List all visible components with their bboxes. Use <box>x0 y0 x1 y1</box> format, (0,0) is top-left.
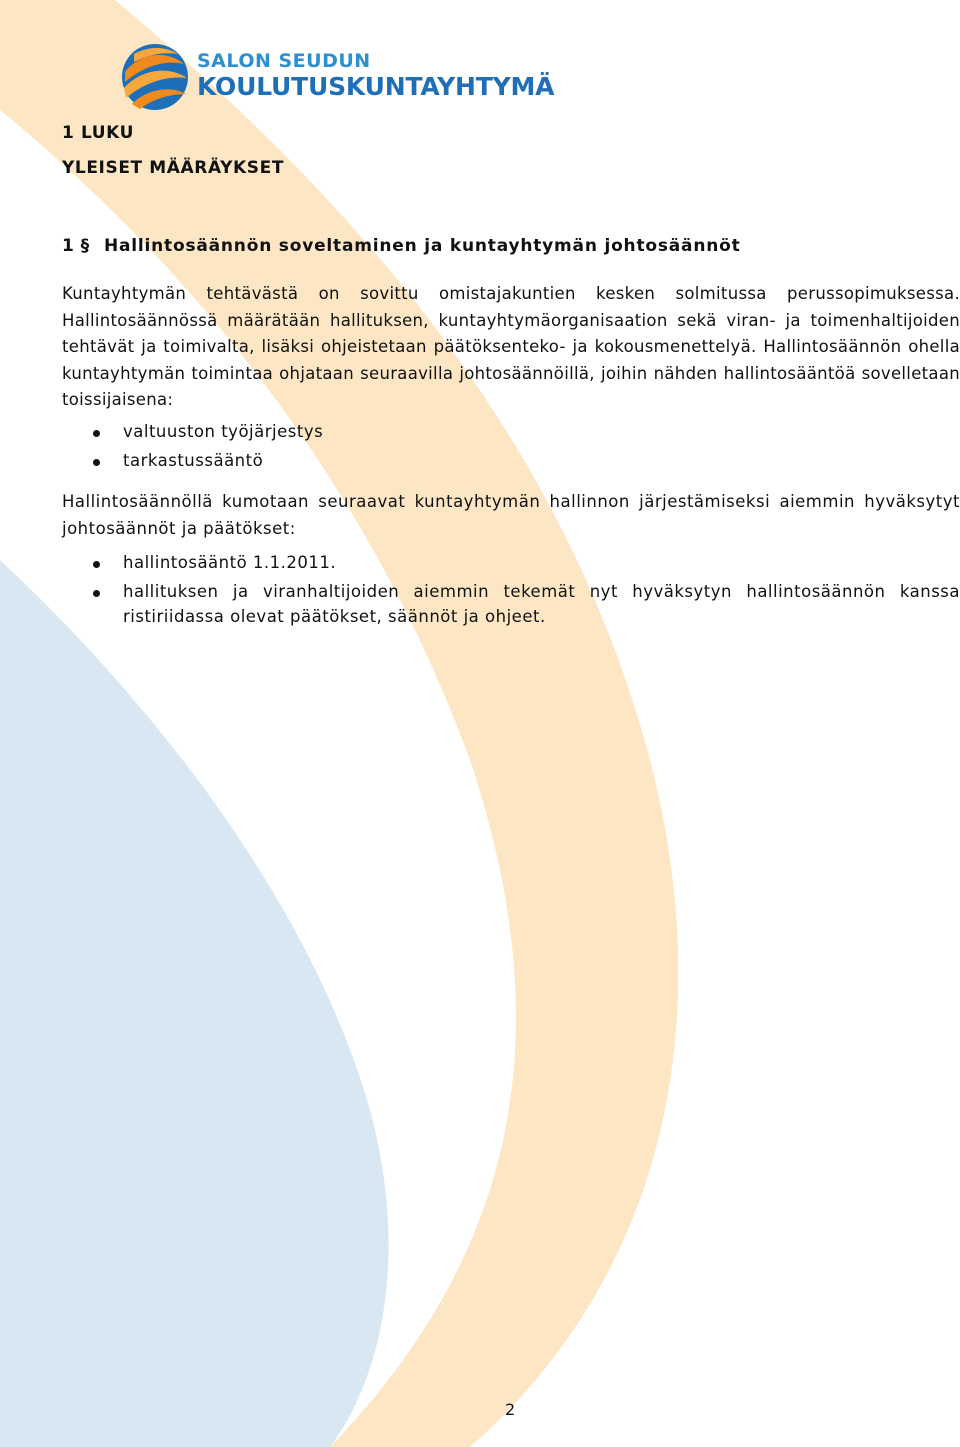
intro-paragraph: Kuntayhtymän tehtävästä on sovittu omistajakuntien kesken solmitussa perussopimuksessa. Hallintosäännössä määrätään hallituksen, kuntayhtymäorganisaation sekä viran- ja toimenhaltijoiden tehtävät ja toimivalta, lisäksi ohjeistetaan päätöksenteko- ja kokousmenettelyä. Hallintosäännön ohella kuntayhtymän toimintaa ohjataan seuraavilla johtosäännöillä, joihin nähden hallintosääntöä sovelletaan toissijaisena: <box>62 284 960 409</box>
list-item <box>62 420 960 445</box>
page-number: 2 <box>505 1400 516 1419</box>
bullet-icon <box>93 561 100 568</box>
bullet-icon <box>93 459 100 466</box>
section-title: Hallintosäännön soveltaminen ja kuntayhtymän johtosäännöt <box>103 236 741 256</box>
bullet-icon <box>93 590 100 597</box>
list-item-text: tarkastussääntö <box>123 451 264 470</box>
chapter-number: 1 LUKU <box>62 123 135 143</box>
logo-text-line2: KOULUTUSKUNTAYHTYMÄ <box>197 72 555 101</box>
list-item <box>62 551 960 576</box>
chapter-title: YLEISET MÄÄRÄYKSET <box>62 158 285 178</box>
list-item-text: hallintosääntö 1.1.2011. <box>123 553 337 572</box>
logo-text-line1: SALON SEUDUN <box>197 50 371 72</box>
section-symbol: § <box>80 236 90 256</box>
repeal-paragraph: Hallintosäännöllä kumotaan seuraavat kuntayhtymän hallinnon järjestämiseksi aiemmin hyväksytyt johtosäännöt ja päätökset: <box>62 492 960 538</box>
repealed-list <box>62 551 960 634</box>
list-item <box>62 580 960 629</box>
list-item-text: hallituksen ja viranhaltijoiden aiemmin tekemät nyt hyväksytyn hallintosäännön kanssa ristiriidassa olevat päätökset, säännöt ja ohjeet. <box>123 582 960 626</box>
list-item <box>62 449 960 474</box>
bylaws-list <box>62 420 960 478</box>
section-number: 1 <box>62 236 75 256</box>
bullet-icon <box>93 430 100 437</box>
list-item-text: valtuuston työjärjestys <box>123 422 324 441</box>
logo-mark-icon <box>120 42 190 112</box>
organization-logo <box>120 42 590 112</box>
section-heading <box>62 236 741 256</box>
